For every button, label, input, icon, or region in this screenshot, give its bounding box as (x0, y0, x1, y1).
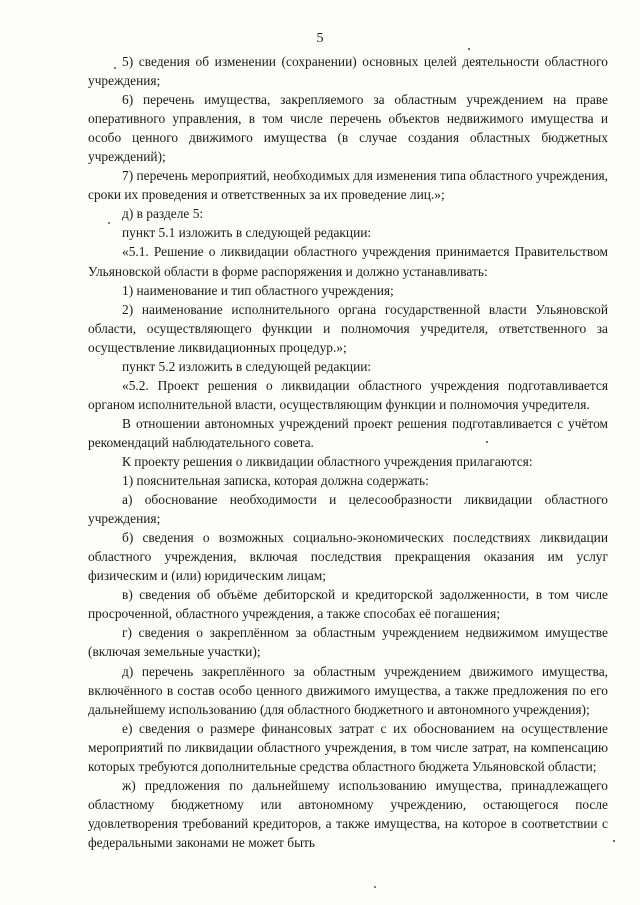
paragraph-attachment-1: 1) пояснительная записка, которая должна содержать: (122, 473, 429, 489)
paragraph-section-5-heading: д) в разделе 5: (122, 206, 204, 222)
page-number: 5 (316, 31, 324, 46)
paragraph-point-5-2-intro: пункт 5.2 изложить в следующей редакции: (122, 358, 372, 374)
paragraph-item-7: 7) перечень мероприятий, необходимых для изменения типа областного учреждения, сроки их проведения и ответственных за их проведение лиц.»; (88, 168, 608, 203)
paragraph-autonomous: В отношении автономных учреждений проект решения подготавливается с учётом рекомендаций наблюдательного совета. (88, 415, 608, 450)
document-body (88, 52, 608, 852)
paragraph-subitem-e: е) сведения о размере финансовых затрат с их обоснованием на осуществление мероприятий по ликвидации областного учреждения, в том числе затрат, на компенсацию которых требуются дополнительные средства областного бюджета Ульяновской области; (88, 720, 608, 774)
scan-speck (374, 886, 376, 888)
paragraph-point-5-1-item-2: 2) наименование исполнительного органа государственной власти Ульяновской области, осуществляющего функции и полномочия учредителя, ответственного за осуществление ликвидационных процедур.»; (88, 301, 608, 355)
paragraph-attachments: К проекту решения о ликвидации областного учреждения прилагаются: (122, 453, 533, 469)
paragraph-point-5-1-item-1: 1) наименование и тип областного учреждения; (122, 282, 394, 298)
scan-speck (486, 441, 488, 443)
scan-speck (108, 222, 110, 224)
scan-speck (468, 48, 470, 50)
paragraph-point-5-2: «5.2. Проект решения о ликвидации областного учреждения подготавливается органом исполнительной власти, осуществляющим функции и полномочия учредителя. (88, 377, 608, 412)
scan-speck (613, 840, 615, 842)
paragraph-subitem-zh: ж) предложения по дальнейшему использованию имущества, принадлежащего областному бюджетному или автономному учреждению, остающегося после удовлетворения требований кредиторов, а также имущества, на которое в соответствии с федеральными законами не может быть (88, 777, 608, 850)
paragraph-subitem-g: г) сведения о закреплённом за областным учреждением недвижимом имуществе (включая земельные участки); (88, 625, 608, 660)
paragraph-item-5: 5) сведения об изменении (сохранении) основных целей деятельности областного учреждения; (88, 54, 608, 89)
paragraph-subitem-d: д) перечень закреплённого за областным учреждением движимого имущества, включённого в состав особо ценного движимого имущества, а также предложения по его дальнейшему использованию (для областного бюджетного и автономного учреждения); (88, 663, 608, 717)
paragraph-item-6: 6) перечень имущества, закрепляемого за областным учреждением на праве оперативного управления, в том числе перечень объектов недвижимого имущества и особо ценного движимого имущества (в случае создания областных бюджетных учреждений); (88, 92, 608, 165)
paragraph-point-5-1-intro: пункт 5.1 изложить в следующей редакции: (122, 225, 372, 241)
scan-speck (114, 67, 116, 69)
paragraph-subitem-v: в) сведения об объёме дебиторской и кредиторской задолженности, в том числе просроченной, областного учреждения, а также способах её погашения; (88, 587, 608, 622)
paragraph-point-5-1: «5.1. Решение о ликвидации областного учреждения принимается Правительством Ульяновской области в форме распоряжения и должно устанавливать: (88, 244, 608, 279)
paragraph-subitem-b: б) сведения о возможных социально-экономических последствиях ликвидации областного учреждения, включая последствия прекращения оказания им услуг физическим и (или) юридическим лицам; (88, 530, 608, 584)
paragraph-subitem-a: а) обоснование необходимости и целесообразности ликвидации областного учреждения; (88, 492, 608, 527)
